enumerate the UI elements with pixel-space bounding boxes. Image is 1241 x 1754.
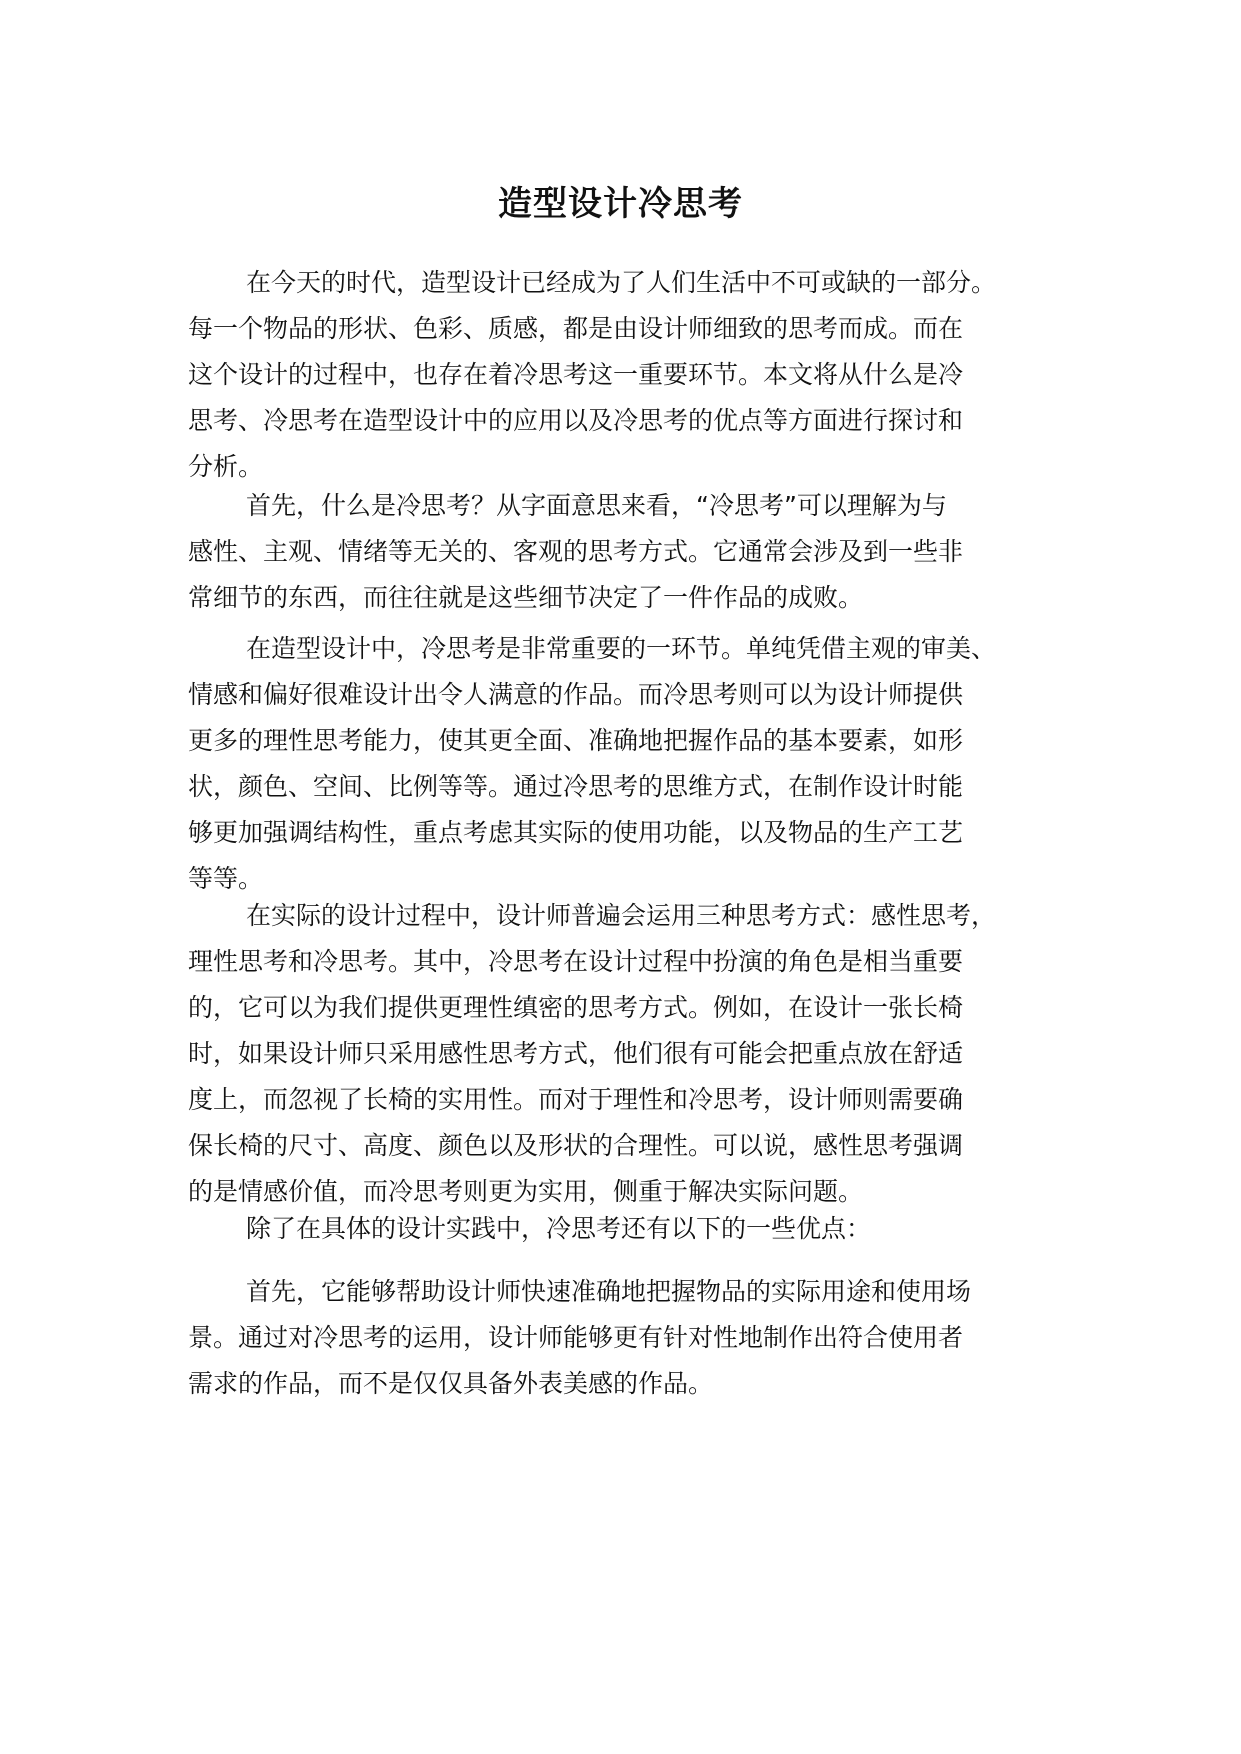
paragraph-line: 状，颜色、空间、比例等等。通过冷思考的思维方式，在制作设计时能	[188, 772, 964, 801]
paragraph-line: 思考、冷思考在造型设计中的应用以及冷思考的优点等方面进行探讨和	[188, 406, 964, 435]
paragraph-definition	[188, 483, 963, 621]
paragraph-line: 在实际的设计过程中，设计师普遍会运用三种思考方式：感性思考，	[246, 901, 997, 930]
paragraph-line: 在造型设计中，冷思考是非常重要的一环节。单纯凭借主观的审美、	[246, 634, 997, 663]
paragraph-line: 感性、主观、情绪等无关的、客观的思考方式。它通常会涉及到一些非	[188, 537, 964, 566]
paragraph-line: 理性思考和冷思考。其中，冷思考在设计过程中扮演的角色是相当重要	[188, 947, 964, 976]
paragraph-line: 保长椅的尺寸、高度、颜色以及形状的合理性。可以说，感性思考强调	[188, 1131, 964, 1160]
paragraph-intro	[188, 260, 996, 490]
paragraph-line: 这个设计的过程中，也存在着冷思考这一重要环节。本文将从什么是冷	[188, 360, 964, 389]
paragraph-line: 时，如果设计师只采用感性思考方式，他们很有可能会把重点放在舒适	[188, 1039, 964, 1068]
paragraph-line: 除了在具体的设计实践中，冷思考还有以下的一些优点：	[246, 1214, 872, 1243]
paragraph-line: 的是情感价值，而冷思考则更为实用，侧重于解决实际问题。	[188, 1177, 864, 1206]
paragraph-line: 首先，什么是冷思考？从字面意思来看，“冷思考”可以理解为与	[246, 491, 947, 520]
paragraph-line: 度上，而忽视了长椅的实用性。而对于理性和冷思考，设计师则需要确	[188, 1085, 964, 1114]
paragraph-practice	[188, 893, 996, 1215]
paragraph-line: 景。通过对冷思考的运用，设计师能够更有针对性地制作出符合使用者	[188, 1323, 964, 1352]
paragraph-advantages-intro	[188, 1206, 871, 1252]
paragraph-line: 在今天的时代，造型设计已经成为了人们生活中不可或缺的一部分。	[246, 268, 997, 297]
paragraph-line: 常细节的东西，而往往就是这些细节决定了一件作品的成败。	[188, 583, 864, 612]
paragraph-line: 等等。	[188, 864, 264, 893]
paragraph-line: 够更加强调结构性，重点考虑其实际的使用功能，以及物品的生产工艺	[188, 818, 964, 847]
paragraph-application	[188, 626, 996, 902]
paragraph-line: 情感和偏好很难设计出令人满意的作品。而冷思考则可以为设计师提供	[188, 680, 964, 709]
paragraph-line: 的，它可以为我们提供更理性缜密的思考方式。例如，在设计一张长椅	[188, 993, 964, 1022]
paragraph-line: 分析。	[188, 452, 264, 481]
paragraph-line: 首先，它能够帮助设计师快速准确地把握物品的实际用途和使用场	[246, 1277, 972, 1306]
paragraph-line: 更多的理性思考能力，使其更全面、准确地把握作品的基本要素，如形	[188, 726, 964, 755]
paragraph-line: 每一个物品的形状、色彩、质感，都是由设计师细致的思考而成。而在	[188, 314, 964, 343]
document-title: 造型设计冷思考	[498, 184, 743, 224]
paragraph-advantage-first	[188, 1269, 971, 1407]
paragraph-line: 需求的作品，而不是仅仅具备外表美感的作品。	[188, 1369, 714, 1398]
